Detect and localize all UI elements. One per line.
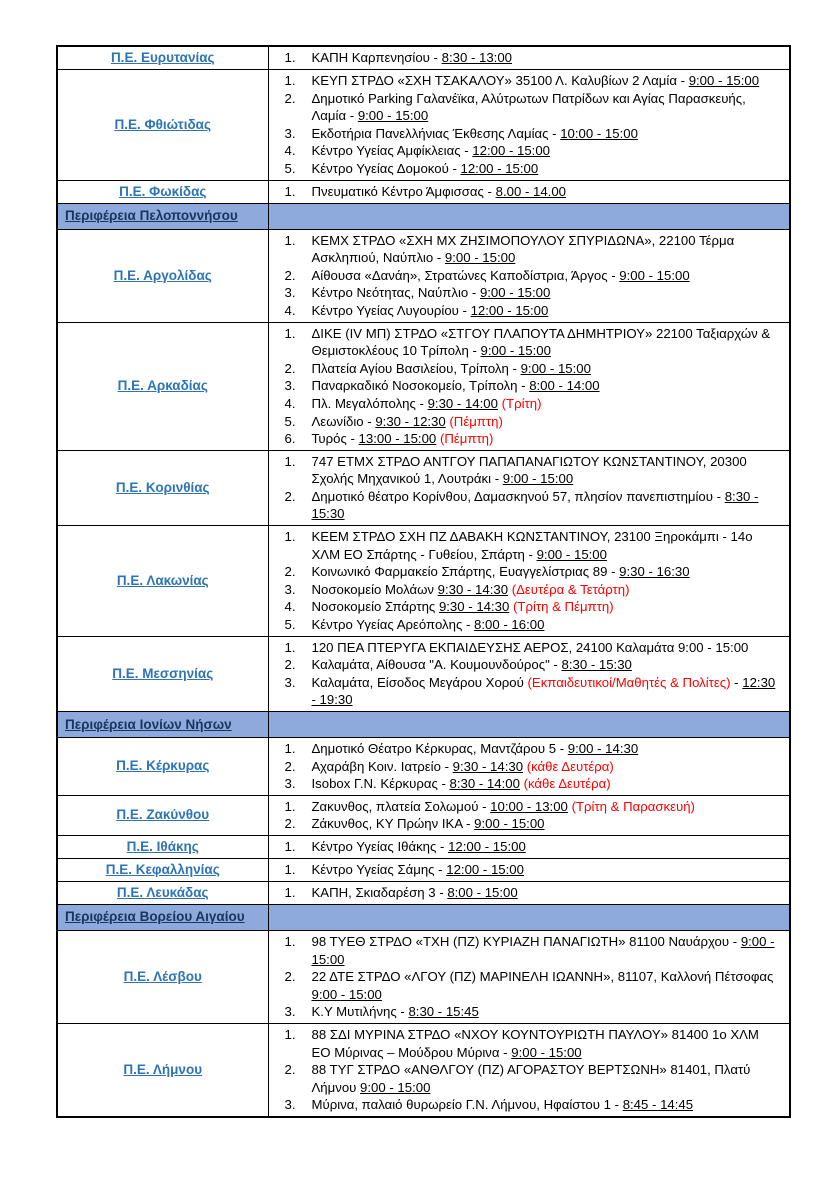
item-text: [312, 639, 782, 657]
locations-cell: [268, 881, 790, 904]
item-text: [312, 232, 782, 267]
list-item: [285, 581, 782, 599]
unit-label-cell: [57, 930, 268, 1023]
location-text: Κοινωνικό Φαρμακείο Σπάρτης, Ευαγγελίστριας 89 -: [311, 564, 620, 580]
item-text: [312, 302, 782, 320]
location-text: ΚΕΜΧ ΣΤΡΔΟ «ΣΧΗ ΜΧ ΖΗΣΙΜΟΠΟΥΛΟΥ ΣΠΥΡΙΔΩΝΑ», 22100 Τέρμα Ασκληπιού, Ναύπλιο -: [311, 232, 735, 266]
list-item: [285, 125, 782, 143]
location-text: Κέντρο Υγείας Σάμης -: [311, 862, 447, 878]
item-text: [312, 581, 782, 599]
list-item: [285, 183, 782, 201]
unit-label-link[interactable]: Π.Ε. Λευκάδας: [116, 884, 209, 900]
item-text: [312, 528, 782, 563]
location-text: Ζακυνθος, πλατεία Σολωμού -: [311, 798, 491, 814]
list-item: [285, 413, 782, 431]
item-text: [312, 775, 782, 793]
unit-row: [57, 70, 790, 181]
time-range: 9:00 - 15:00: [357, 108, 429, 124]
time-range: 9:00 - 15:00: [688, 73, 760, 88]
item-text: [312, 1061, 782, 1096]
time-range: 8:00 - 14:00: [529, 378, 600, 394]
list-item: [285, 740, 782, 758]
time-range: 9:00 - 15:00: [520, 360, 591, 376]
region-header-empty-cell: [268, 904, 790, 930]
item-text: [312, 325, 782, 360]
time-range: 8.00 - 14.00: [495, 183, 566, 199]
item-number: 3.: [284, 378, 296, 394]
location-text: Αχαράβη Κοιν. Ιατρείο -: [311, 758, 453, 774]
unit-row: [57, 46, 790, 70]
time-range: 12:00 - 15:00: [472, 143, 551, 159]
unit-label-link[interactable]: Π.Ε. Κορινθίας: [115, 479, 210, 495]
unit-row: [57, 930, 790, 1023]
location-text: Κέντρο Υγείας Δομοκού -: [311, 160, 461, 176]
item-text: [312, 183, 782, 201]
list-item: [285, 933, 782, 968]
region-header-empty-cell: [268, 712, 790, 738]
list-item: [285, 488, 782, 523]
region-header-empty-cell: [268, 203, 790, 229]
list-item: [285, 142, 782, 160]
time-range: 9:00 - 15:00: [536, 546, 607, 562]
item-text: [312, 1096, 782, 1114]
location-text: Νοσοκομείο Σπάρτης: [311, 599, 439, 615]
list-item: [285, 616, 782, 634]
item-text: [312, 884, 782, 902]
unit-label-link[interactable]: Π.Ε. Λακωνίας: [116, 572, 209, 588]
item-text: [312, 798, 782, 816]
list-item: [285, 395, 782, 413]
item-number: 3.: [284, 285, 296, 301]
item-number: 4.: [284, 143, 296, 159]
list-item: [285, 453, 782, 488]
unit-label-cell: [57, 858, 268, 881]
time-range: 9:00 - 15:00: [360, 1079, 431, 1095]
item-number: 2.: [284, 90, 296, 106]
item-text: [312, 453, 782, 488]
locations-cell: [268, 1023, 790, 1116]
unit-row: [57, 450, 790, 525]
item-number: 3.: [284, 125, 296, 141]
location-text: Νοσοκομείο Μολάων: [311, 581, 438, 597]
location-text: Δημοτικό Parking Γαλανέϊκα, Αλύτρωτων Πατρίδων και Αγίας Παρασκευής, Λαμία -: [311, 90, 746, 124]
time-range: 9:00 - 15:00: [479, 285, 551, 301]
location-text: Κέντρο Υγείας Αμφίκλειας -: [311, 143, 473, 159]
unit-label-cell: [57, 450, 268, 525]
list-item: [285, 674, 782, 709]
item-text: [312, 815, 782, 833]
unit-label-link[interactable]: Π.Ε. Λήμνου: [123, 1061, 203, 1077]
location-text: 22 ΔΤΕ ΣΤΡΔΟ «ΛΓΟΥ (ΠΖ) ΜΑΡΙΝΕΛΗ ΙΩΑΝΝΗ», 81107, Καλλονή Πέτσοφας: [311, 969, 774, 985]
list-item: [285, 861, 782, 879]
item-number: 2.: [284, 564, 296, 580]
item-number: 6.: [284, 431, 296, 447]
region-header-row: [57, 712, 790, 738]
item-number: 1.: [284, 933, 296, 949]
list-item: [285, 1026, 782, 1061]
locations-cell: [268, 450, 790, 525]
location-text: 747 ΕΤΜΧ ΣΤΡΔΟ ΑΝΤΓΟΥ ΠΑΠΑΠΑΝΑΓΙΩΤΟΥ ΚΩΝΣΤΑΝΤΙΝΟΥ, 20300 Σχολής Μηχανικού 1, Λουτράκι -: [311, 453, 747, 487]
list-item: [285, 563, 782, 581]
item-number: 1.: [284, 50, 296, 66]
location-text: Μύρινα, παλαιό θυρωρείο Γ.Ν. Λήμνου, Ηφαίστου 1 -: [311, 1097, 623, 1113]
time-range: 8:30 - 14:00: [449, 776, 520, 792]
schedule-table: [56, 45, 791, 1118]
time-range: 8:30 - 13:00: [441, 50, 513, 66]
item-text: [312, 598, 782, 616]
time-range: 12:00 - 15:00: [460, 160, 539, 176]
locations-cell: [268, 835, 790, 858]
day-note: (Εκπαιδευτικοί/Μαθητές & Πολίτες): [527, 674, 731, 690]
list-item: [285, 1003, 782, 1021]
item-text: [312, 360, 782, 378]
item-text: [312, 395, 782, 413]
time-range: 9:00 - 15:00: [511, 1044, 582, 1060]
unit-row: [57, 1023, 790, 1116]
item-number: 1.: [284, 639, 296, 655]
list-item: [285, 284, 782, 302]
time-range: 10:00 - 15:00: [560, 125, 638, 141]
list-item: [285, 430, 782, 448]
location-text: Λεωνίδιο -: [311, 413, 376, 429]
schedule-table-body: [57, 46, 790, 1117]
day-note: (Τρίτη): [501, 395, 542, 411]
location-text: Πλ. Μεγαλόπολης -: [311, 395, 428, 411]
unit-label-link[interactable]: Π.Ε. Ιθάκης: [126, 838, 199, 854]
list-item: [285, 815, 782, 833]
region-header-cell: [57, 904, 268, 930]
time-range: 12:00 - 15:00: [448, 839, 526, 855]
unit-label-cell: [57, 526, 268, 637]
list-item: [285, 90, 782, 125]
list-item: [285, 49, 782, 67]
list-item: [285, 758, 782, 776]
item-number: 4.: [284, 302, 296, 318]
item-number: 1.: [284, 798, 296, 814]
unit-row: [57, 180, 790, 203]
unit-label-link[interactable]: Π.Ε. Αργολίδας: [113, 267, 212, 283]
unit-label-cell: [57, 835, 268, 858]
day-note: (Δευτέρα & Τετάρτη): [511, 581, 630, 597]
item-number: 2.: [284, 969, 296, 985]
region-header-label[interactable]: Περιφέρεια Πελοποννήσου: [65, 208, 238, 224]
item-text: [312, 933, 782, 968]
locations-cell: [268, 795, 790, 835]
location-text: 120 ΠΕΑ ΠΤΕΡΥΓΑ ΕΚΠΑΙΔΕΥΣΗΣ ΑΕΡΟΣ, 24100 Καλαμάτα 9:00 - 15:00: [311, 639, 749, 655]
time-range: 12:00 - 15:00: [470, 302, 549, 318]
item-number: 3.: [284, 674, 296, 690]
locations-cell: [268, 229, 790, 322]
locations-cell: [268, 930, 790, 1023]
list-item: [285, 598, 782, 616]
unit-row: [57, 795, 790, 835]
item-text: [312, 125, 782, 143]
location-text: 88 ΣΔΙ ΜΥΡΙΝΑ ΣΤΡΔΟ «ΝΧΟΥ ΚΟΥΝΤΟΥΡΙΩΤΗ ΠΑΥΛΟΥ» 81400 1ο ΧΛΜ ΕΟ Μύρινας – Μούδρου Μύρινα -: [311, 1026, 759, 1060]
item-number: 1.: [284, 529, 296, 545]
time-range: 9:00 - 15:00: [619, 267, 690, 283]
item-number: 3.: [284, 1097, 296, 1113]
item-text: [312, 72, 782, 90]
item-text: [312, 758, 782, 776]
location-text: Κέντρο Υγείας Λυγουρίου -: [311, 302, 471, 318]
location-text: ΔΙΚΕ (IV ΜΠ) ΣΤΡΔΟ «ΣΤΓΟΥ ΠΛΑΠΟΥΤΑ ΔΗΜΗΤΡΙΟΥ» 22100 Ταξιαρχών & Θεμιστοκλέους 10 Τρίπολη -: [311, 325, 771, 359]
location-text: Δημοτικό θέατρο Κορίνθου, Δαμασκηνού 57, πλησίον πανεπιστημίου -: [311, 488, 725, 504]
item-text: [312, 49, 782, 67]
location-text: 88 ΤΥΓ ΣΤΡΔΟ «ΑΝΘΛΓΟΥ (ΠΖ) ΑΓΟΡΑΣΤΟΥ ΒΕΡΤΣΩΝΗ» 81401, Πλατύ Λήμνου: [311, 1062, 751, 1095]
day-note: (κάθε Δευτέρα): [523, 776, 611, 792]
list-item: [285, 884, 782, 902]
list-item: [285, 798, 782, 816]
list-item: [285, 775, 782, 793]
time-range: 8:00 - 15:00: [447, 885, 518, 901]
unit-row: [57, 322, 790, 450]
list-item: [285, 1061, 782, 1096]
item-text: [312, 861, 782, 879]
unit-label-cell: [57, 46, 268, 70]
list-item: [285, 377, 782, 395]
item-number: 1.: [284, 1026, 296, 1042]
region-header-cell: [57, 712, 268, 738]
item-text: [312, 1003, 782, 1021]
item-text: [312, 377, 782, 395]
list-item: [285, 968, 782, 1003]
location-text: ΚΑΠΗ, Σκιαδαρέση 3 -: [311, 885, 448, 901]
unit-label-link[interactable]: Π.Ε. Λέσβου: [123, 968, 202, 984]
time-range: 9:00 - 15:00: [444, 250, 516, 266]
location-text: ΚΕΥΠ ΣΤΡΔΟ «ΣΧΗ ΤΣΑΚΑΛΟΥ» 35100 Λ. Καλυβίων 2 Λαμία -: [311, 73, 689, 88]
list-item: [285, 656, 782, 674]
item-number: 2.: [284, 360, 296, 376]
list-item: [285, 528, 782, 563]
day-note: (Τρίτη & Πέμπτη): [513, 599, 614, 615]
region-header-cell: [57, 203, 268, 229]
unit-label-cell: [57, 180, 268, 203]
time-range: 13:00 - 15:00: [358, 431, 437, 447]
unit-label-link[interactable]: Π.Ε. Μεσσηνίας: [112, 665, 214, 681]
unit-label-cell: [57, 229, 268, 322]
locations-cell: [268, 322, 790, 450]
location-text: Δημοτικό Θέατρο Κέρκυρας, Μαντζάρου 5 -: [311, 741, 568, 756]
location-text: Κέντρο Υγείας Ιθάκης -: [311, 839, 449, 855]
region-header-label[interactable]: Περιφέρεια Ιονίων Νήσων: [65, 716, 232, 732]
item-text: [312, 616, 782, 634]
item-number: 1.: [284, 862, 296, 878]
unit-label-link[interactable]: Π.Ε. Ζακύνθου: [116, 807, 210, 823]
time-range: 12:00 - 15:00: [446, 862, 524, 878]
unit-label-link[interactable]: Π.Ε. Κεφαλληνίας: [105, 861, 220, 877]
item-text: [312, 413, 782, 431]
item-text: [312, 1026, 782, 1061]
unit-label-link[interactable]: Π.Ε. Αρκαδίας: [117, 378, 208, 394]
location-text: -: [730, 674, 743, 690]
item-number: 1.: [284, 453, 296, 469]
day-note: (Τρίτη & Παρασκευή): [571, 798, 695, 814]
locations-cell: [268, 738, 790, 796]
region-header-label[interactable]: Περιφέρεια Βορείου Αιγαίου: [65, 909, 245, 925]
unit-row: [57, 636, 790, 711]
item-number: 1.: [284, 839, 296, 855]
unit-row: [57, 835, 790, 858]
time-range: 12:30 - 19:30: [311, 674, 776, 708]
item-text: [312, 674, 782, 709]
locations-cell: [268, 636, 790, 711]
unit-label-cell: [57, 1023, 268, 1116]
locations-cell: [268, 70, 790, 181]
day-note: (Πέμπτη): [449, 413, 503, 429]
unit-label-cell: [57, 636, 268, 711]
unit-label-cell: [57, 795, 268, 835]
time-range: 9:00 - 15:00: [502, 471, 574, 487]
time-range: 9:00 - 15:00: [311, 933, 775, 967]
item-text: [312, 656, 782, 674]
time-range: 8:45 - 14:45: [622, 1097, 694, 1113]
item-number: 2.: [284, 267, 296, 283]
location-text: 98 ΤΥΕΘ ΣΤΡΔΟ «ΤΧΗ (ΠΖ) ΚΥΡΙΑΖΗ ΠΑΝΑΓΙΩΤΗ» 81100 Ναυάρχου -: [311, 933, 741, 949]
list-item: [285, 360, 782, 378]
time-range: 8:00 - 16:00: [474, 617, 545, 633]
time-range: 9:00 - 15:00: [480, 343, 551, 359]
item-text: [312, 160, 782, 178]
item-text: [312, 90, 782, 125]
item-text: [312, 267, 782, 285]
list-item: [285, 232, 782, 267]
item-number: 1.: [284, 73, 296, 88]
item-number: 3.: [284, 581, 296, 597]
item-number: 1.: [284, 885, 296, 901]
item-text: [312, 142, 782, 160]
unit-label-cell: [57, 738, 268, 796]
time-range: 9:00 - 14:30: [567, 741, 639, 756]
unit-row: [57, 858, 790, 881]
location-text: Παναρκαδικό Νοσοκομείο, Τρίπολη -: [311, 378, 530, 394]
time-range: 8:30 - 15:45: [408, 1004, 479, 1020]
item-text: [312, 740, 782, 758]
time-range: 9:00 - 15:00: [311, 986, 382, 1002]
list-item: [285, 1096, 782, 1114]
unit-row: [57, 229, 790, 322]
location-text: Κέντρο Υγείας Αρεόπολης -: [311, 617, 475, 633]
list-item: [285, 639, 782, 657]
item-number: 2.: [284, 488, 296, 504]
locations-cell: [268, 46, 790, 70]
item-number: 3.: [284, 1004, 296, 1020]
location-text: Καλαμάτα, Αίθουσα "Α. Κουμουνδούρος" -: [311, 657, 562, 673]
list-item: [285, 325, 782, 360]
day-note: (Πέμπτη): [439, 431, 494, 447]
location-text: Κ.Υ Μυτιλήνης -: [311, 1004, 409, 1020]
item-number: 1.: [284, 741, 296, 756]
list-item: [285, 267, 782, 285]
item-number: 1.: [284, 232, 296, 248]
time-range: 9:30 - 12:30: [375, 413, 446, 429]
item-number: 2.: [284, 758, 296, 774]
locations-cell: [268, 858, 790, 881]
unit-label-cell: [57, 881, 268, 904]
location-text: Εκδοτήρια Πανελλήνιας Έκθεσης Λαμίας -: [311, 125, 561, 141]
location-text: ΚΕΕΜ ΣΤΡΔΟ ΣΧΗ ΠΖ ΔΑΒΑΚΗ ΚΩΝΣΤΑΝΤΙΝΟΥ, 23100 Ξηροκάμπι - 14ο ΧΛΜ ΕΟ Σπάρτης - Γυθείου, Σπάρτη -: [311, 529, 753, 562]
unit-label-link[interactable]: Π.Ε. Φθιώτιδας: [114, 116, 211, 132]
item-number: 2.: [284, 1062, 296, 1078]
time-range: 8:30 - 15:30: [561, 657, 632, 673]
region-header-row: [57, 904, 790, 930]
unit-label-link[interactable]: Π.Ε. Ευρυτανίας: [110, 50, 215, 65]
item-number: 2.: [284, 816, 296, 832]
time-range: 9:30 - 14:00: [427, 395, 498, 411]
location-text: Πλατεία Αγίου Βασιλείου, Τρίπολη -: [311, 360, 521, 376]
time-range: 9:00 - 15:00: [474, 816, 545, 832]
item-number: 4.: [284, 599, 296, 615]
locations-cell: [268, 180, 790, 203]
list-item: [285, 160, 782, 178]
unit-label-cell: [57, 70, 268, 181]
list-item: [285, 302, 782, 320]
location-text: Κέντρο Νεότητας, Ναύπλιο -: [311, 285, 480, 301]
item-number: 1.: [284, 183, 296, 199]
day-note: (κάθε Δευτέρα): [526, 758, 614, 774]
list-item: [285, 72, 782, 90]
unit-row: [57, 881, 790, 904]
item-number: 3.: [284, 776, 296, 792]
location-text: Ζάκυνθος, ΚΥ Πρώην ΙΚΑ -: [311, 816, 475, 832]
list-item: [285, 838, 782, 856]
unit-label-link[interactable]: Π.Ε. Φωκίδας: [119, 183, 207, 199]
region-header-row: [57, 203, 790, 229]
item-number: 1.: [284, 325, 296, 341]
item-number: 2.: [284, 657, 296, 673]
unit-row: [57, 738, 790, 796]
unit-label-link[interactable]: Π.Ε. Κέρκυρας: [116, 758, 210, 774]
location-text: Τυρός -: [311, 431, 359, 447]
item-number: 5.: [284, 413, 296, 429]
location-text: Πνευματικό Κέντρο Άμφισσας -: [311, 183, 496, 199]
item-text: [312, 430, 782, 448]
time-range: 10:00 - 13:00: [490, 798, 568, 814]
time-range: 9:30 - 14:30: [452, 758, 524, 774]
time-range: 9:30 - 14:30: [438, 599, 510, 615]
location-text: ΚΑΠΗ Καρπενησίου -: [311, 50, 442, 66]
item-number: 5.: [284, 617, 296, 633]
item-text: [312, 488, 782, 523]
time-range: 8:30 - 15:30: [311, 488, 759, 522]
item-number: 4.: [284, 395, 296, 411]
location-text: Isobox Γ.Ν. Κέρκυρας -: [311, 776, 450, 792]
item-text: [312, 563, 782, 581]
time-range: 9:30 - 14:30: [437, 581, 509, 597]
item-text: [312, 284, 782, 302]
item-number: 5.: [284, 160, 296, 176]
location-text: Αίθουσα «Δανάη», Στρατώνες Καποδίστρια, Άργος -: [311, 267, 620, 283]
location-text: Καλαμάτα, Είσοδος Μεγάρου Χορού: [311, 674, 528, 690]
item-text: [312, 838, 782, 856]
unit-row: [57, 526, 790, 637]
time-range: 9:30 - 16:30: [619, 564, 690, 580]
item-text: [312, 968, 782, 1003]
unit-label-cell: [57, 322, 268, 450]
locations-cell: [268, 526, 790, 637]
